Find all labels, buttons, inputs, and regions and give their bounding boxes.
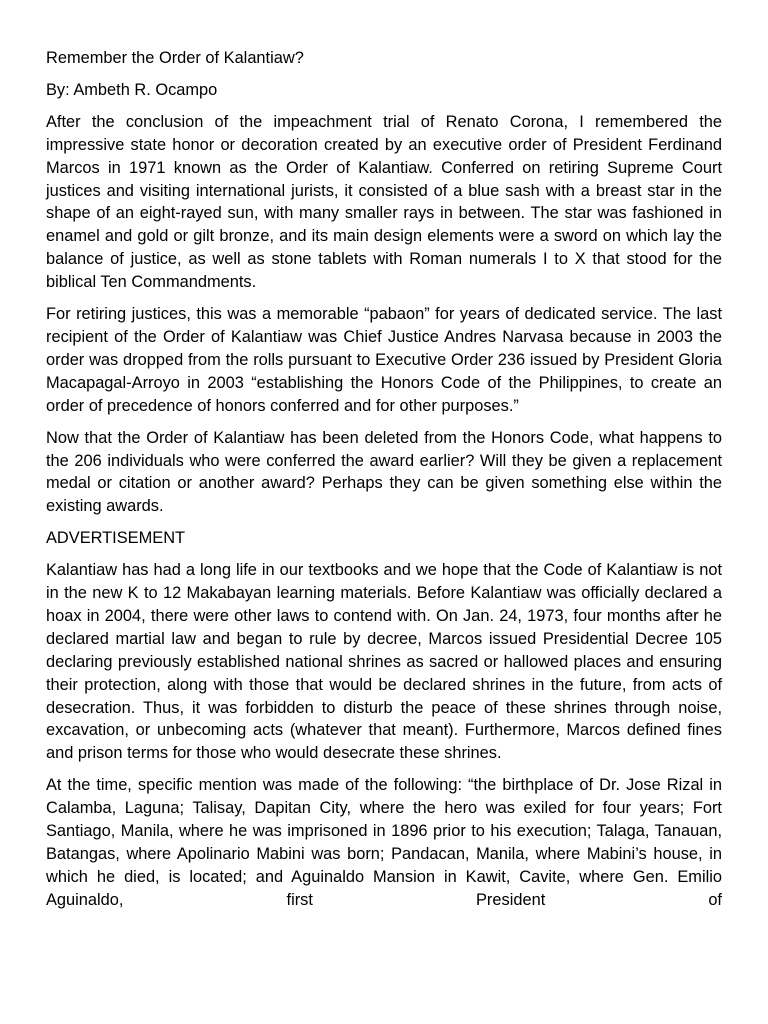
paragraph-retiring-justices: For retiring justices, this was a memorable “pabaon” for years of dedicated service. The last recipient of the Order of Kalantiaw was Chief Justice Andres Narvasa because in 2003 the order was dropped from the rolls pursuant to Executive Order 236 issued by President Gloria Macapagal-Arroyo in 2003 “establishing the Honors Code of the Philippines, to create an order of precedence of honors conferred and for other purposes.” (46, 305, 722, 415)
paragraph-shrines-list: At the time, specific mention was made of the following: “the birthplace of Dr. Jose Rizal in Calamba, Laguna; Talisay, Dapitan City, where the hero was exiled for four years; Fort Santiago, Manila, where he was imprisoned in 1896 prior to his execution; Talaga, Tanauan, Batangas, where Apolinario Mabini was born; Pandacan, Manila, where Mabini’s house, in which he died, is located; and Aguinaldo Mansion in Kawit, Cavite, where Gen. Emilio Aguinaldo, first President of (46, 776, 722, 909)
paragraph-honors-code: Now that the Order of Kalantiaw has been deleted from the Honors Code, what happens to the 206 individuals who were conferred the award earlier? Will they be given a replacement medal or citation or another award? Perhaps they can be given something else within the existing awards. (46, 428, 722, 516)
document-page (46, 47, 722, 921)
paragraph-textbooks-decree: Kalantiaw has had a long life in our textbooks and we hope that the Code of Kalantiaw is not in the new K to 12 Makabayan learning materials. Before Kalantiaw was officially declared a hoax in 2004, there were other laws to contend with. On Jan. 24, 1973, four months after he declared martial law and began to rule by decree, Marcos issued Presidential Decree 105 declaring previously established national shrines as sacred or hallowed places and ensuring their protection, along with those that would be declared shrines in the future, from acts of desecration. Thus, it was forbidden to disturb the peace of these shrines through noise, excavation, or unbecoming acts (whatever that meant). Furthermore, Marcos defined fines and prison terms for those who would desecrate these shrines. (46, 561, 722, 763)
advertisement-label: ADVERTISEMENT (46, 529, 186, 548)
paragraph-order-of-kalantiaw: After the conclusion of the impeachment trial of Renato Corona, I remembered the impressive state honor or decoration created by an executive order of President Ferdinand Marcos in 1971 known as the Order of Kalantiaw. Conferred on retiring Supreme Court justices and visiting international jurists, it consisted of a blue sash with a breast star in the shape of an eight-rayed sun, with many smaller rays in between. The star was fashioned in enamel and gold or gilt bronze, and its main design elements were a sword on which lay the balance of justice, as well as stone tablets with Roman numerals I to X that stood for the biblical Ten Commandments. (46, 112, 722, 292)
article-title: Remember the Order of Kalantiaw? (46, 49, 304, 67)
article-byline: By: Ambeth R. Ocampo (46, 80, 218, 99)
